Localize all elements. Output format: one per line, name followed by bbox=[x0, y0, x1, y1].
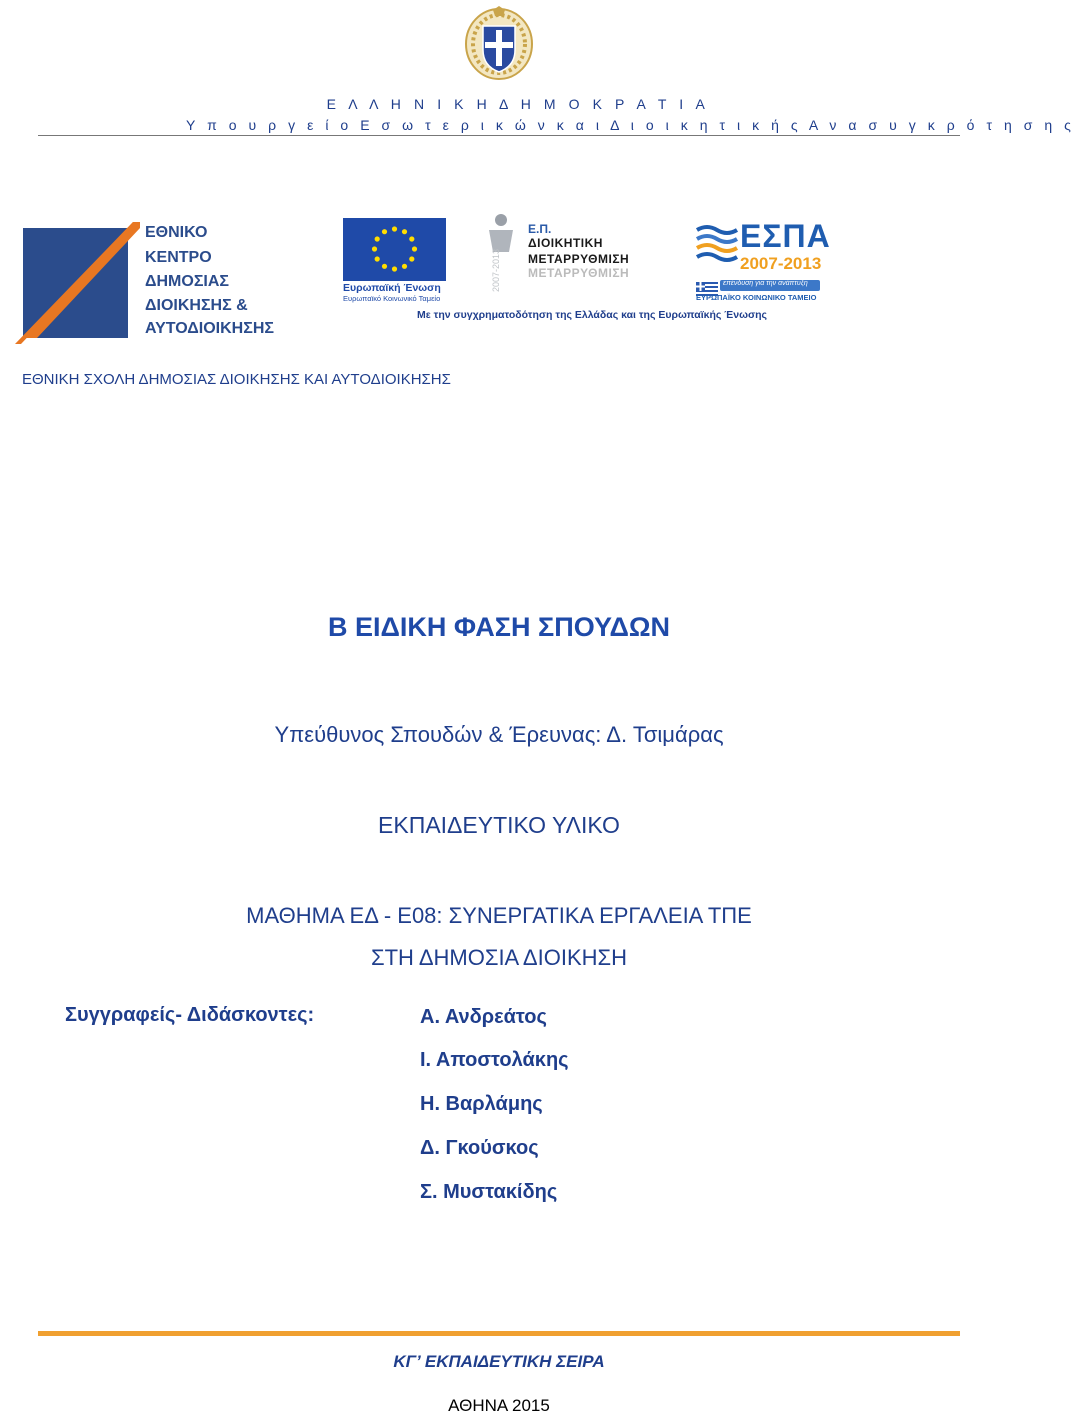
reform-line-1: ΔΙΟΙΚΗΤΙΚΗ bbox=[528, 236, 603, 250]
cofunding-note: Με την συγχρηματοδότηση της Ελλάδας και της Ευρωπαϊκής Ένωσης bbox=[417, 309, 768, 321]
footer-divider bbox=[38, 1331, 960, 1336]
reform-figure-icon bbox=[485, 212, 525, 294]
phase-title: Β ΕΙΔΙΚΗ ΦΑΣΗ ΣΠΟΥΔΩΝ bbox=[327, 612, 671, 642]
course-title-line-1: ΜΑΘΗΜΑ ΕΔ - Ε08: ΣΥΝΕΡΓΑΤΙΚΑ ΕΡΓΑΛΕΙΑ ΤΠΕ bbox=[246, 903, 752, 928]
responsible-person: Υπεύθυνος Σπουδών & Έρευνας: Δ. Τσιμάρας bbox=[274, 722, 724, 747]
espa-waves-icon bbox=[695, 222, 739, 264]
reform-line-3: ΜΕΤΑΡΡΥΘΜΙΣΗ bbox=[528, 266, 630, 280]
authors-label: Συγγραφείς- Διδάσκοντες: bbox=[65, 1004, 315, 1026]
author-name: Η. Βαρλάμης bbox=[420, 1093, 543, 1115]
espa-title: ΕΣΠΑ bbox=[740, 218, 831, 254]
reform-years: 2007-2013 bbox=[491, 248, 501, 292]
author-name: Σ. Μυστακίδης bbox=[420, 1181, 558, 1203]
ekdda-logo-line-2: ΚΕΝΤΡΟ bbox=[145, 249, 212, 266]
author-name: Ι. Αποστολάκης bbox=[420, 1049, 569, 1071]
eu-subcaption: Ευρωπαϊκό Κοινωνικό Ταμείο bbox=[343, 294, 441, 303]
course-title-line-2: ΣΤΗ ΔΗΜΟΣΙΑ ΔΙΟΙΚΗΣΗ bbox=[371, 945, 627, 970]
header-ministry: Υ π ο υ ρ γ ε ί ο Ε σ ω τ ε ρ ι κ ώ ν κ α ι Δ ι ο ι κ η τ ι κ ή ς Α ν α σ υ γ κ ρ ό τ η σ η ς bbox=[186, 117, 1075, 133]
espa-slogan: επένδυση για την ανάπτυξη bbox=[723, 280, 808, 287]
ekdda-logo-line-1: ΕΘΝΙΚΟ bbox=[145, 224, 208, 241]
header-divider bbox=[38, 135, 960, 136]
ekdda-logo-icon bbox=[15, 222, 140, 344]
eu-flag-icon bbox=[343, 218, 446, 281]
ekdda-logo-line-3: ΔΗΜΟΣΙΑΣ bbox=[145, 273, 230, 290]
author-name: Δ. Γκούσκος bbox=[420, 1137, 539, 1159]
city-year: ΑΘΗΝΑ 2015 bbox=[448, 1396, 550, 1415]
series-title: ΚΓ’ ΕΚΠΑΙΔΕΥΤΙΚΗ ΣΕΙΡΑ bbox=[393, 1352, 605, 1371]
reform-line-2: ΜΕΤΑΡΡΥΘΜΙΣΗ bbox=[528, 252, 630, 266]
espa-fund: ΕΥΡΩΠΑΪΚΟ ΚΟΙΝΩΝΙΚΟ ΤΑΜΕΙΟ bbox=[696, 293, 817, 302]
ekdda-logo-line-4: ΔΙΟΙΚΗΣΗΣ & bbox=[145, 297, 248, 314]
reform-program: Ε.Π. bbox=[528, 222, 552, 236]
material-heading: ΕΚΠΑΙΔΕΥΤΙΚΟ ΥΛΙΚΟ bbox=[378, 812, 620, 838]
greek-emblem-icon bbox=[463, 4, 535, 82]
ekdda-logo-line-5: ΑΥΤΟΔΙΟΙΚΗΣΗΣ bbox=[145, 320, 274, 337]
school-name: ΕΘΝΙΚΗ ΣΧΟΛΗ ΔΗΜΟΣΙΑΣ ΔΙΟΙΚΗΣΗΣ ΚΑΙ ΑΥΤΟΔΙΟΙΚΗΣΗΣ bbox=[22, 371, 451, 388]
espa-years: 2007-2013 bbox=[740, 254, 822, 273]
author-name: Α. Ανδρεάτος bbox=[420, 1006, 547, 1028]
header-country: Ε Λ Λ Η Ν Ι Κ Η Δ Η Μ Ο Κ Ρ Α Τ Ι Α bbox=[326, 96, 710, 112]
eu-caption: Ευρωπαϊκή Ένωση bbox=[343, 282, 441, 294]
